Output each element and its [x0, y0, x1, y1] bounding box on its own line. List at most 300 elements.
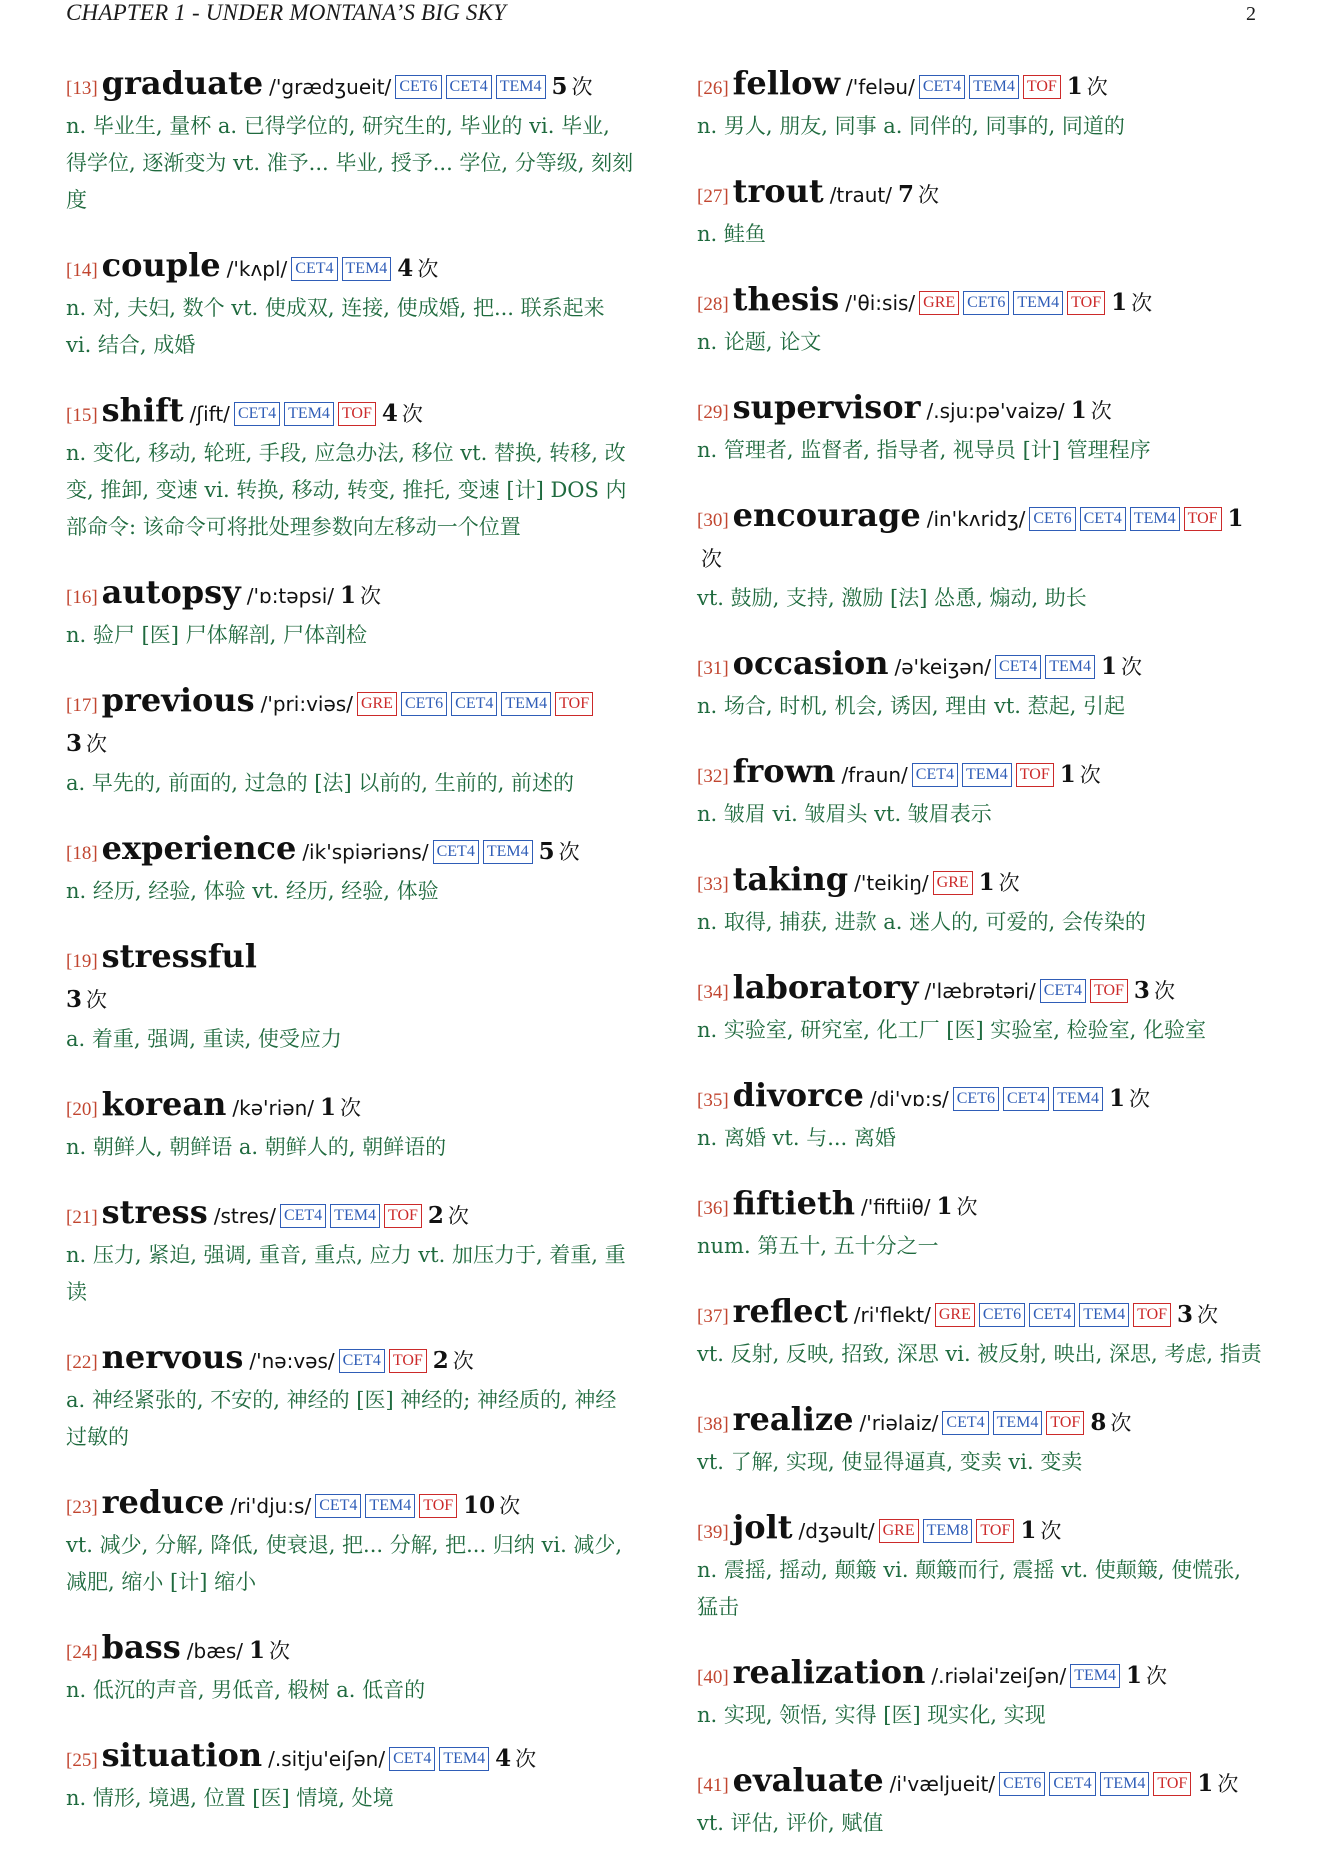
frequency-count	[1067, 73, 1108, 100]
exam-tag: TEM4	[501, 692, 551, 716]
frequency-unit: 次	[1197, 1303, 1219, 1327]
entry-number: [31]	[697, 658, 729, 679]
phonetic: /ə'keiʒən/	[894, 655, 992, 679]
headword: situation	[101, 1736, 263, 1774]
exam-tag: CET4	[433, 840, 479, 864]
vocab-entry	[66, 573, 636, 654]
frequency-count	[1111, 289, 1152, 316]
headword: jolt	[732, 1508, 793, 1546]
definition: n. 情形, 境遇, 位置 [医] 情境, 处境	[66, 1786, 394, 1810]
frequency-value: 1	[340, 582, 357, 609]
frequency-value: 1	[978, 869, 995, 896]
entry-number: [15]	[66, 405, 98, 426]
headword: trout	[732, 172, 824, 210]
entry-number: [39]	[697, 1522, 729, 1543]
frequency-count	[66, 730, 107, 757]
chapter-title: CHAPTER 1 - UNDER MONTANA’S BIG SKY	[66, 0, 507, 25]
frequency-unit: 次	[956, 1195, 978, 1219]
frequency-unit: 次	[918, 183, 940, 207]
entry-head	[66, 1628, 636, 1672]
entry-number: [17]	[66, 695, 98, 716]
frequency-value: 1	[320, 1094, 337, 1121]
entry-head	[697, 1653, 1267, 1697]
entry-number: [30]	[697, 510, 729, 531]
phonetic: /fraun/	[841, 763, 908, 787]
definition: n. 管理者, 监督者, 指导者, 视导员 [计] 管理程序	[697, 438, 1151, 462]
frequency-value: 1	[1101, 653, 1118, 680]
exam-tag: CET4	[919, 75, 965, 99]
frequency-count	[382, 400, 423, 427]
exam-tag: CET6	[963, 291, 1009, 315]
frequency-value: 1	[1108, 1085, 1125, 1112]
entry-head	[66, 391, 636, 435]
headword: reflect	[732, 1292, 848, 1330]
exam-tag: GRE	[933, 871, 973, 895]
frequency-value: 1	[1126, 1662, 1143, 1689]
frequency-value: 2	[432, 1347, 449, 1374]
frequency-value: 5	[551, 73, 568, 100]
headword: realize	[732, 1400, 854, 1438]
exam-tag: CET6	[1029, 507, 1075, 531]
headword: taking	[732, 860, 849, 898]
exam-tag: TOF	[1090, 979, 1128, 1003]
frequency-unit: 次	[1121, 655, 1143, 679]
frequency-count	[1071, 397, 1112, 424]
exam-tag: TOF	[1046, 1411, 1084, 1435]
entry-head	[697, 172, 1267, 216]
exam-tag: TEM4	[1130, 507, 1180, 531]
frequency-value: 7	[898, 181, 915, 208]
exam-tag: TOF	[1133, 1303, 1171, 1327]
entry-head	[697, 860, 1267, 904]
entry-number: [19]	[66, 951, 98, 972]
vocab-entry	[697, 752, 1267, 833]
frequency-count	[1109, 1085, 1150, 1112]
headword: autopsy	[101, 573, 241, 611]
exam-tag: CET4	[1003, 1087, 1049, 1111]
entry-head	[697, 1761, 1267, 1805]
definition: num. 第五十, 五十分之一	[697, 1234, 939, 1258]
headword: previous	[101, 681, 255, 719]
headword: graduate	[101, 64, 264, 102]
entry-head	[66, 1193, 636, 1237]
definition: n. 低沉的声音, 男低音, 椴树 a. 低音的	[66, 1678, 426, 1702]
definition: n. 压力, 紧迫, 强调, 重音, 重点, 应力 vt. 加压力于, 着重, 重读	[66, 1243, 626, 1304]
frequency-value: 2	[427, 1202, 444, 1229]
phonetic: /'kʌpl/	[226, 257, 288, 281]
exam-tag: CET4	[1080, 507, 1126, 531]
frequency-count	[428, 1202, 469, 1229]
exam-tag: TEM4	[1045, 655, 1095, 679]
vocab-entry	[697, 1076, 1267, 1157]
definition: n. 朝鲜人, 朝鲜语 a. 朝鲜人的, 朝鲜语的	[66, 1135, 447, 1159]
headword: bass	[101, 1628, 181, 1666]
frequency-count	[1060, 761, 1101, 788]
entry-number: [25]	[66, 1750, 98, 1771]
vocab-entry	[697, 1400, 1267, 1481]
frequency-value: 8	[1090, 1409, 1107, 1436]
exam-tag: TEM4	[1053, 1087, 1103, 1111]
headword: stress	[101, 1193, 208, 1231]
entry-head	[697, 752, 1267, 796]
exam-tag: TEM4	[969, 75, 1019, 99]
frequency-value: 5	[538, 838, 555, 865]
entry-number: [14]	[66, 260, 98, 281]
phonetic: /'riəlaiz/	[859, 1411, 939, 1435]
entry-head	[66, 937, 636, 1021]
exam-tag: TEM4	[993, 1411, 1043, 1435]
exam-tag: TOF	[389, 1349, 427, 1373]
frequency-value: 1	[1020, 1517, 1037, 1544]
exam-tag: TOF	[1153, 1772, 1191, 1796]
frequency-count	[1090, 1409, 1131, 1436]
headword: occasion	[732, 644, 889, 682]
frequency-count	[898, 181, 939, 208]
frequency-unit: 次	[998, 871, 1020, 895]
frequency-count	[1126, 1662, 1167, 1689]
phonetic: /di'vɒ:s/	[869, 1087, 949, 1111]
definition: n. 皱眉 vi. 皱眉头 vt. 皱眉表示	[697, 802, 992, 826]
exam-tag: TEM4	[330, 1204, 380, 1228]
phonetic: /bæs/	[186, 1639, 244, 1663]
definition: n. 毕业生, 量杯 a. 已得学位的, 研究生的, 毕业的 vi. 毕业, 得学位, 逐渐变为 vt. 准予... 毕业, 授予... 学位, 分等级, 刻刻度	[66, 114, 634, 212]
exam-tag: TOF	[419, 1494, 457, 1518]
frequency-count	[979, 869, 1020, 896]
frequency-unit: 次	[1131, 291, 1153, 315]
frequency-count	[1101, 653, 1142, 680]
definition: n. 经历, 经验, 体验 vt. 经历, 经验, 体验	[66, 879, 439, 903]
definition: vt. 评估, 评价, 赋值	[697, 1811, 884, 1835]
frequency-value: 1	[1197, 1770, 1214, 1797]
phonetic: /'nə:vəs/	[249, 1349, 335, 1373]
definition: n. 实现, 领悟, 实得 [医] 现实化, 实现	[697, 1703, 1046, 1727]
definition: a. 早先的, 前面的, 过急的 [法] 以前的, 生前的, 前述的	[66, 771, 575, 795]
headword: experience	[101, 829, 297, 867]
phonetic: /in'kʌridʒ/	[926, 507, 1026, 531]
frequency-unit: 次	[86, 988, 108, 1012]
left-column	[66, 64, 636, 1844]
definition: vt. 反射, 反映, 招致, 深思 vi. 被反射, 映出, 深思, 考虑, 指责	[697, 1342, 1262, 1366]
exam-tag: CET4	[1040, 979, 1086, 1003]
vocab-entry	[697, 1184, 1267, 1265]
exam-tag: TEM4	[496, 75, 546, 99]
entry-number: [28]	[697, 294, 729, 315]
frequency-value: 3	[1177, 1301, 1194, 1328]
phonetic: /i'væljueit/	[889, 1772, 996, 1796]
phonetic: /.sitju'eiʃən/	[268, 1747, 386, 1771]
frequency-count	[433, 1347, 474, 1374]
vocab-entry	[66, 1338, 636, 1456]
frequency-value: 1	[936, 1193, 953, 1220]
definition: n. 离婚 vt. 与... 离婚	[697, 1126, 896, 1150]
exam-tag: CET6	[395, 75, 441, 99]
frequency-count	[1134, 977, 1175, 1004]
entry-head	[66, 1338, 636, 1382]
vocab-entry	[697, 388, 1267, 469]
entry-head	[697, 968, 1267, 1012]
frequency-value: 3	[66, 730, 83, 757]
frequency-unit: 次	[452, 1349, 474, 1373]
exam-tag: CET4	[291, 257, 337, 281]
entry-head	[66, 573, 636, 617]
entry-number: [22]	[66, 1352, 98, 1373]
frequency-unit: 次	[1086, 75, 1108, 99]
exam-tag: CET4	[451, 692, 497, 716]
exam-tag: CET4	[339, 1349, 385, 1373]
entry-head	[697, 1292, 1267, 1336]
vocab-entry	[66, 1736, 636, 1817]
headword: stressful	[101, 937, 257, 975]
entry-number: [26]	[697, 78, 729, 99]
entry-head	[66, 1483, 636, 1527]
entry-number: [24]	[66, 1642, 98, 1663]
entry-number: [35]	[697, 1090, 729, 1111]
exam-tag: TOF	[384, 1204, 422, 1228]
frequency-unit: 次	[1217, 1772, 1239, 1796]
entry-number: [27]	[697, 186, 729, 207]
headword: encourage	[732, 496, 921, 534]
headword: supervisor	[732, 388, 921, 426]
definition: n. 变化, 移动, 轮班, 手段, 应急办法, 移位 vt. 替换, 转移, 改变, 推卸, 变速 vi. 转换, 移动, 转变, 推托, 变速 [计] DOS 内部命令: 该命令可将批处理参数向左移动一个位置	[66, 441, 627, 539]
phonetic: /'teikiŋ/	[854, 871, 929, 895]
entry-number: [37]	[697, 1306, 729, 1327]
definition: vt. 减少, 分解, 降低, 使衰退, 把... 分解, 把... 归纳 vi. 减少, 减肥, 缩小 [计] 缩小	[66, 1533, 623, 1594]
headword: fellow	[732, 64, 840, 102]
headword: laboratory	[732, 968, 919, 1006]
vocab-entry	[66, 64, 636, 219]
headword: couple	[101, 246, 221, 284]
frequency-value: 1	[1070, 397, 1087, 424]
exam-tag: TOF	[1184, 507, 1222, 531]
entry-head	[697, 280, 1267, 324]
exam-tag: CET4	[995, 655, 1041, 679]
entry-number: [23]	[66, 1497, 98, 1518]
vocab-entry	[697, 496, 1267, 617]
exam-tag: TEM8	[923, 1519, 973, 1543]
vocab-entry	[697, 1292, 1267, 1373]
exam-tag: TEM4	[483, 840, 533, 864]
vocab-entry	[697, 968, 1267, 1049]
definition: a. 着重, 强调, 重读, 使受应力	[66, 1027, 342, 1051]
entry-head	[66, 829, 636, 873]
definition: n. 验尸 [医] 尸体解剖, 尸体剖检	[66, 623, 367, 647]
frequency-count	[1177, 1301, 1218, 1328]
headword: divorce	[732, 1076, 864, 1114]
exam-tag: CET4	[280, 1204, 326, 1228]
exam-tag: TEM4	[284, 402, 334, 426]
exam-tag: TOF	[976, 1519, 1014, 1543]
vocab-entry	[66, 1628, 636, 1709]
frequency-unit: 次	[269, 1639, 291, 1663]
frequency-unit: 次	[1146, 1664, 1168, 1688]
phonetic: /ik'spiəriəns/	[302, 840, 429, 864]
definition: n. 场合, 时机, 机会, 诱因, 理由 vt. 惹起, 引起	[697, 694, 1125, 718]
phonetic: /ri'dju:s/	[230, 1494, 312, 1518]
phonetic: /'θi:sis/	[845, 291, 916, 315]
phonetic: /'ɒ:təpsi/	[246, 584, 334, 608]
definition: a. 神经紧张的, 不安的, 神经的 [医] 神经的; 神经质的, 神经过敏的	[66, 1388, 617, 1449]
frequency-count	[66, 986, 107, 1013]
frequency-count	[539, 838, 580, 865]
exam-tag: TOF	[555, 692, 593, 716]
frequency-count	[340, 582, 381, 609]
entry-head	[66, 1085, 636, 1129]
entry-head	[697, 644, 1267, 688]
entry-number: [18]	[66, 843, 98, 864]
exam-tag: CET6	[953, 1087, 999, 1111]
frequency-value: 10	[463, 1492, 496, 1519]
frequency-value: 1	[1066, 73, 1083, 100]
definition: n. 对, 夫妇, 数个 vt. 使成双, 连接, 使成婚, 把... 联系起来 vi. 结合, 成婚	[66, 296, 605, 357]
vocab-entry	[697, 1653, 1267, 1734]
vocab-entry	[697, 860, 1267, 941]
exam-tag: CET4	[912, 763, 958, 787]
frequency-unit: 次	[1079, 763, 1101, 787]
frequency-unit: 次	[86, 732, 108, 756]
vocab-entry	[66, 1193, 636, 1311]
frequency-unit: 次	[515, 1747, 537, 1771]
frequency-count	[495, 1745, 536, 1772]
exam-tag: CET4	[446, 75, 492, 99]
frequency-unit: 次	[1040, 1519, 1062, 1543]
frequency-count	[397, 255, 438, 282]
phonetic: /'læbrətəri/	[924, 979, 1036, 1003]
vocab-entry	[697, 644, 1267, 725]
exam-tag: CET4	[1029, 1303, 1075, 1327]
headword: evaluate	[732, 1761, 884, 1799]
entry-head	[697, 1184, 1267, 1228]
exam-tag: TEM4	[1070, 1664, 1120, 1688]
entry-number: [38]	[697, 1414, 729, 1435]
exam-tag: GRE	[879, 1519, 919, 1543]
definition: n. 实验室, 研究室, 化工厂 [医] 实验室, 检验室, 化验室	[697, 1018, 1207, 1042]
definition: n. 取得, 捕获, 进款 a. 迷人的, 可爱的, 会传染的	[697, 910, 1146, 934]
phonetic: /dʒəult/	[798, 1519, 875, 1543]
vocab-entry	[697, 1508, 1267, 1626]
exam-tag: CET4	[234, 402, 280, 426]
exam-tag: CET4	[315, 1494, 361, 1518]
page-header	[66, 0, 1256, 26]
headword: shift	[101, 391, 184, 429]
entry-number: [20]	[66, 1099, 98, 1120]
phonetic: /ʃift/	[189, 402, 230, 426]
exam-tag: TEM4	[962, 763, 1012, 787]
frequency-value: 1	[1059, 761, 1076, 788]
exam-tag: TEM4	[439, 1747, 489, 1771]
headword: nervous	[101, 1338, 244, 1376]
frequency-unit: 次	[1110, 1411, 1132, 1435]
frequency-count	[249, 1637, 290, 1664]
definition: n. 男人, 朋友, 同事 a. 同伴的, 同事的, 同道的	[697, 114, 1125, 138]
frequency-unit: 次	[1153, 979, 1175, 1003]
vocab-entry	[697, 64, 1267, 145]
frequency-unit: 次	[499, 1494, 521, 1518]
vocab-entry	[697, 1761, 1267, 1842]
vocab-entry	[697, 280, 1267, 361]
entry-number: [29]	[697, 402, 729, 423]
vocab-entry	[66, 1085, 636, 1166]
frequency-unit: 次	[340, 1096, 362, 1120]
exam-tag: CET4	[1049, 1772, 1095, 1796]
entry-head	[66, 246, 636, 290]
entry-head	[66, 681, 636, 765]
exam-tag: GRE	[357, 692, 397, 716]
headword: realization	[732, 1653, 926, 1691]
entry-number: [21]	[66, 1207, 98, 1228]
exam-tag: CET6	[999, 1772, 1045, 1796]
exam-tag: CET6	[401, 692, 447, 716]
phonetic: /traut/	[829, 183, 893, 207]
frequency-value: 3	[66, 986, 83, 1013]
vocab-entry	[66, 391, 636, 546]
headword: reduce	[101, 1483, 225, 1521]
entry-number: [40]	[697, 1667, 729, 1688]
exam-tag: CET4	[389, 1747, 435, 1771]
frequency-count	[320, 1094, 361, 1121]
phonetic: /'pri:viəs/	[260, 692, 353, 716]
frequency-count	[1197, 1770, 1238, 1797]
exam-tag: TEM4	[1079, 1303, 1129, 1327]
exam-tag: TOF	[1023, 75, 1061, 99]
headword: frown	[732, 752, 836, 790]
headword: korean	[101, 1085, 227, 1123]
headword: thesis	[732, 280, 840, 318]
frequency-unit: 次	[558, 840, 580, 864]
vocab-entry	[66, 829, 636, 910]
frequency-value: 1	[249, 1637, 266, 1664]
entry-number: [34]	[697, 982, 729, 1003]
entry-number: [13]	[66, 78, 98, 99]
entry-number: [41]	[697, 1775, 729, 1796]
frequency-unit: 次	[571, 75, 593, 99]
entry-head	[697, 1508, 1267, 1552]
entry-head	[66, 64, 636, 108]
exam-tag: GRE	[919, 291, 959, 315]
entry-number: [33]	[697, 874, 729, 895]
headword: fiftieth	[732, 1184, 856, 1222]
exam-tag: TOF	[1016, 763, 1054, 787]
phonetic: /kə'riən/	[232, 1096, 315, 1120]
phonetic: /'grædʒueit/	[269, 75, 392, 99]
frequency-count	[936, 1193, 977, 1220]
vocab-entry	[66, 1483, 636, 1601]
exam-tag: TEM4	[1013, 291, 1063, 315]
exam-tag: TOF	[338, 402, 376, 426]
frequency-value: 1	[1111, 289, 1128, 316]
exam-tag: TOF	[1067, 291, 1105, 315]
frequency-unit: 次	[401, 402, 423, 426]
phonetic: /.riəlai'zeiʃən/	[931, 1664, 1067, 1688]
definition: vt. 了解, 实现, 使显得逼真, 变卖 vi. 变卖	[697, 1450, 1083, 1474]
frequency-unit: 次	[1128, 1087, 1150, 1111]
phonetic: /'feləu/	[845, 75, 915, 99]
entry-number: [16]	[66, 587, 98, 608]
phonetic: /.sju:pə'vaizə/	[926, 399, 1065, 423]
frequency-unit: 次	[1090, 399, 1112, 423]
frequency-unit: 次	[447, 1204, 469, 1228]
right-column	[697, 64, 1267, 1869]
entry-head	[697, 1400, 1267, 1444]
frequency-unit: 次	[360, 584, 382, 608]
page-number: 2	[1246, 3, 1256, 25]
definition: n. 震摇, 摇动, 颠簸 vi. 颠簸而行, 震摇 vt. 使颠簸, 使慌张, 猛击	[697, 1558, 1241, 1619]
entry-number: [32]	[697, 766, 729, 787]
exam-tag: CET4	[942, 1411, 988, 1435]
vocab-entry	[66, 246, 636, 364]
entry-head	[697, 388, 1267, 432]
exam-tag: TEM4	[365, 1494, 415, 1518]
definition: n. 论题, 论文	[697, 330, 822, 354]
